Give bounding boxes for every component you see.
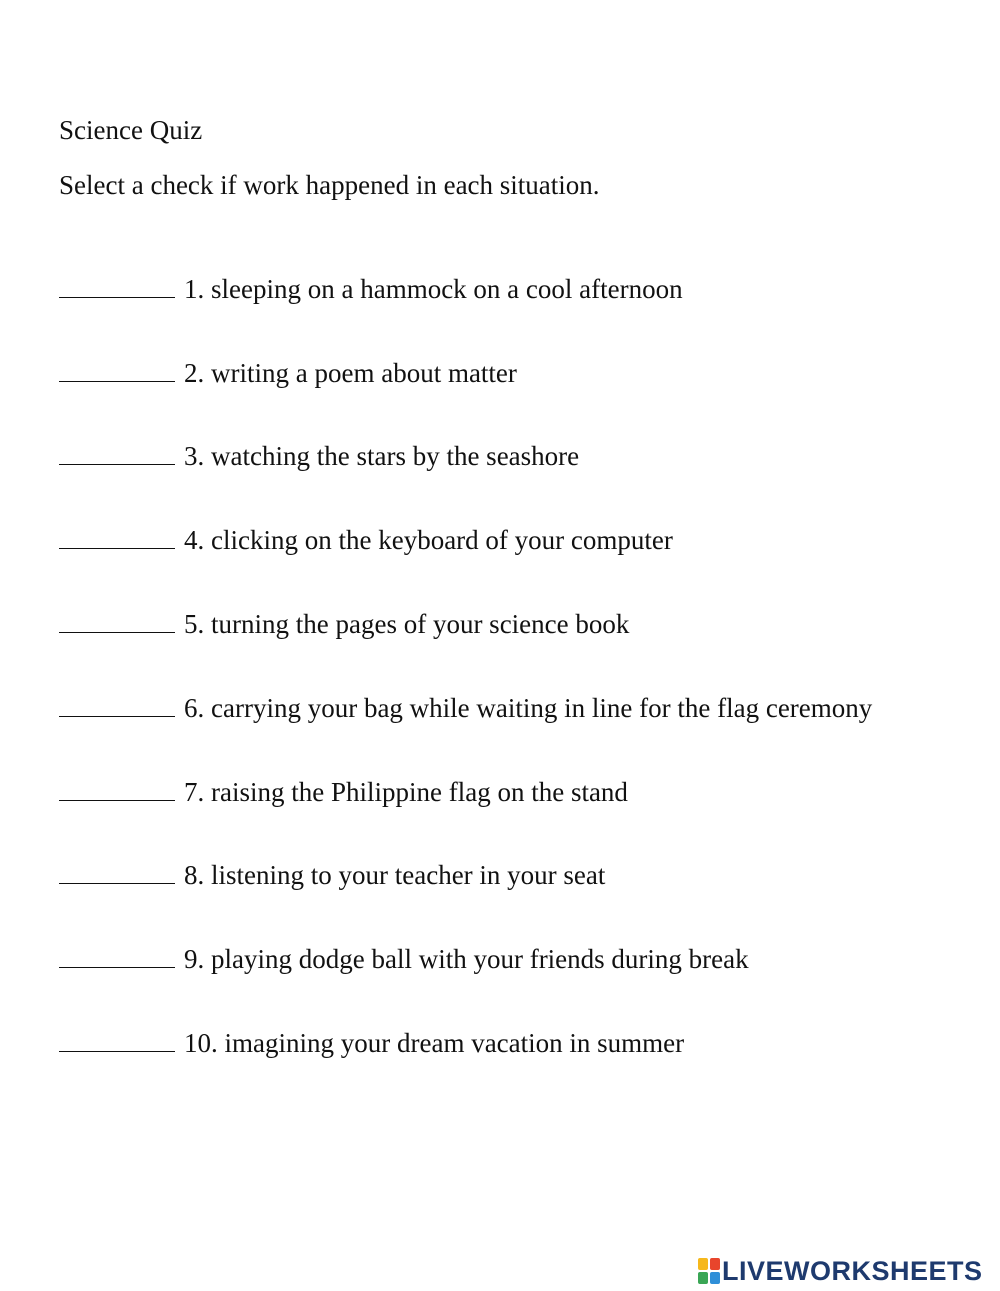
question-text: 6. carrying your bag while waiting in line for the flag ceremony (184, 693, 873, 723)
answer-blank[interactable] (59, 270, 175, 298)
question-item (59, 437, 579, 473)
liveworksheets-logo (698, 1256, 983, 1286)
answer-blank[interactable] (59, 940, 175, 968)
question-item (59, 270, 683, 306)
question-item (59, 856, 605, 892)
answer-blank[interactable] (59, 605, 175, 633)
answer-blank[interactable] (59, 689, 175, 717)
question-text: 10. imagining your dream vacation in summer (184, 1028, 685, 1058)
worksheet-instructions: Select a check if work happened in each situation. (59, 170, 600, 200)
answer-blank[interactable] (59, 773, 175, 801)
answer-blank[interactable] (59, 521, 175, 549)
question-item (59, 689, 872, 725)
question-text: 2. writing a poem about matter (184, 358, 517, 388)
question-item (59, 605, 629, 641)
answer-blank[interactable] (59, 856, 175, 884)
question-text: 8. listening to your teacher in your seat (184, 860, 606, 890)
question-text: 3. watching the stars by the seashore (184, 441, 580, 471)
logo-mark-icon (698, 1258, 720, 1284)
answer-blank[interactable] (59, 1024, 175, 1052)
question-text: 5. turning the pages of your science book (184, 609, 630, 639)
question-text: 7. raising the Philippine flag on the stand (184, 777, 628, 807)
question-item (59, 940, 749, 976)
question-text: 4. clicking on the keyboard of your computer (184, 525, 673, 555)
worksheet-title: Science Quiz (59, 115, 203, 145)
logo-text: LIVEWORKSHEETS (722, 1256, 983, 1286)
question-text: 1. sleeping on a hammock on a cool afternoon (184, 274, 683, 304)
question-item (59, 354, 517, 390)
question-text: 9. playing dodge ball with your friends during break (184, 944, 749, 974)
answer-blank[interactable] (59, 437, 175, 465)
question-item (59, 521, 673, 557)
question-item (59, 1024, 684, 1060)
answer-blank[interactable] (59, 354, 175, 382)
question-item (59, 773, 628, 809)
